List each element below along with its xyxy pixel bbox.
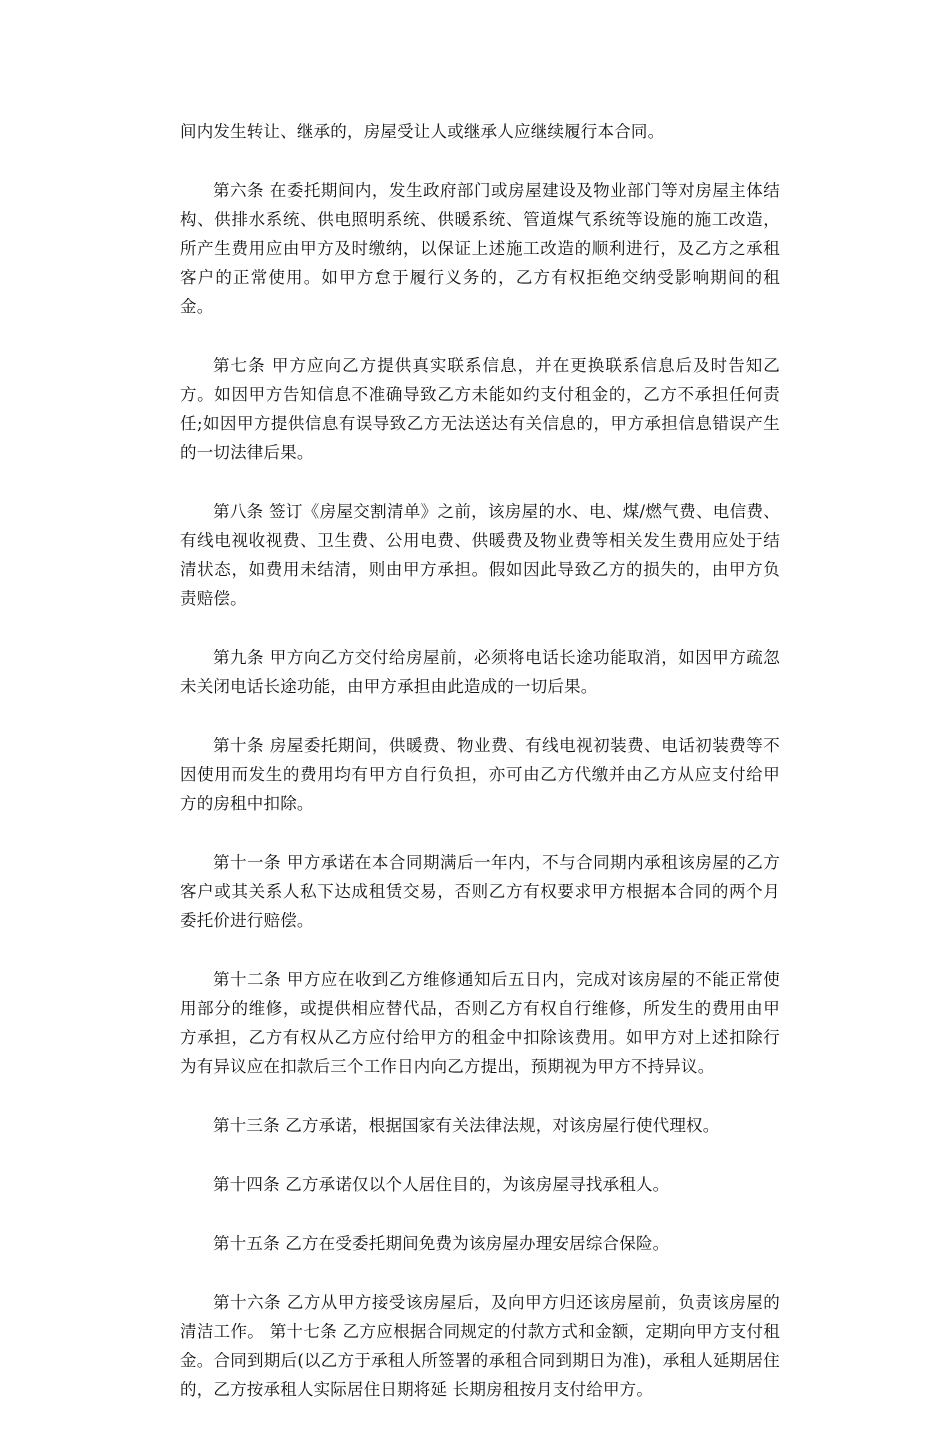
article-6-paragraph: 第六条 在委托期间内，发生政府部门或房屋建设及物业部门等对房屋主体结构、供排水系统、供电照明系统、供暖系统、管道煤气系统等设施的施工改造，所产生费用应由甲方及时缴纳，以保证上述施工改造的顺利进行，及乙方之承租客户的正常使用。如甲方怠于履行义务的，乙方有权拒绝交纳受影响期间的租金。 (180, 181, 780, 316)
article-11-paragraph: 第十一条 甲方承诺在本合同期满后一年内，不与合同期内承租该房屋的乙方客户或其关系人私下达成租赁交易，否则乙方有权要求甲方根据本合同的两个月委托价进行赔偿。 (180, 853, 780, 930)
article-14-paragraph: 第十四条 乙方承诺仅以个人居住目的，为该房屋寻找承租人。 (213, 1175, 670, 1194)
document-page (180, 117, 780, 1434)
paragraph-continuation: 间内发生转让、继承的，房屋受让人或继承人应继续履行本合同。 (180, 122, 665, 141)
article-7-paragraph: 第七条 甲方应向乙方提供真实联系信息，并在更换联系信息后及时告知乙方。如因甲方告知信息不准确导致乙方未能如约支付租金的，乙方不承担任何责任;如因甲方提供信息有误导致乙方无法送达有关信息的，甲方承担信息错误产生的一切法律后果。 (180, 356, 780, 462)
article-10-paragraph: 第十条 房屋委托期间，供暖费、物业费、有线电视初装费、电话初装费等不因使用而发生的费用均有甲方自行负担，亦可由乙方代缴并由乙方从应支付给甲方的房租中扣除。 (180, 736, 780, 813)
article-9-paragraph: 第九条 甲方向乙方交付给房屋前，必须将电话长途功能取消，如因甲方疏忽未关闭电话长途功能，由甲方承担由此造成的一切后果。 (180, 648, 780, 696)
article-15-paragraph: 第十五条 乙方在受委托期间免费为该房屋办理安居综合保险。 (213, 1234, 670, 1253)
article-12-paragraph: 第十二条 甲方应在收到乙方维修通知后五日内，完成对该房屋的不能正常使用部分的维修，或提供相应替代品，否则乙方有权自行维修，所发生的费用由甲方承担，乙方有权从乙方应付给甲方的租金中扣除该费用。如甲方对上述扣除行为有异议应在扣款后三个工作日内向乙方提出，预期视为甲方不持异议。 (180, 970, 780, 1076)
article-16-17-paragraph: 第十六条 乙方从甲方接受该房屋后，及向甲方归还该房屋前，负责该房屋的清洁工作。 第十七条 乙方应根据合同规定的付款方式和金额，定期向甲方支付租金。合同到期后(以乙方于承租人所签署的承租合同到期日为准)，承租人延期居住的，乙方按承租人实际居住日期将延 长期房租按月支付给甲方。 (180, 1293, 780, 1399)
article-13-paragraph: 第十三条 乙方承诺，根据国家有关法律法规，对该房屋行使代理权。 (213, 1116, 720, 1135)
article-8-paragraph: 第八条 签订《房屋交割清单》之前，该房屋的水、电、煤/燃气费、电信费、有线电视收视费、卫生费、公用电费、供暖费及物业费等相关发生费用应处于结清状态，如费用未结清，则由甲方承担。假如因此导致乙方的损失的，由甲方负责赔偿。 (180, 502, 780, 608)
